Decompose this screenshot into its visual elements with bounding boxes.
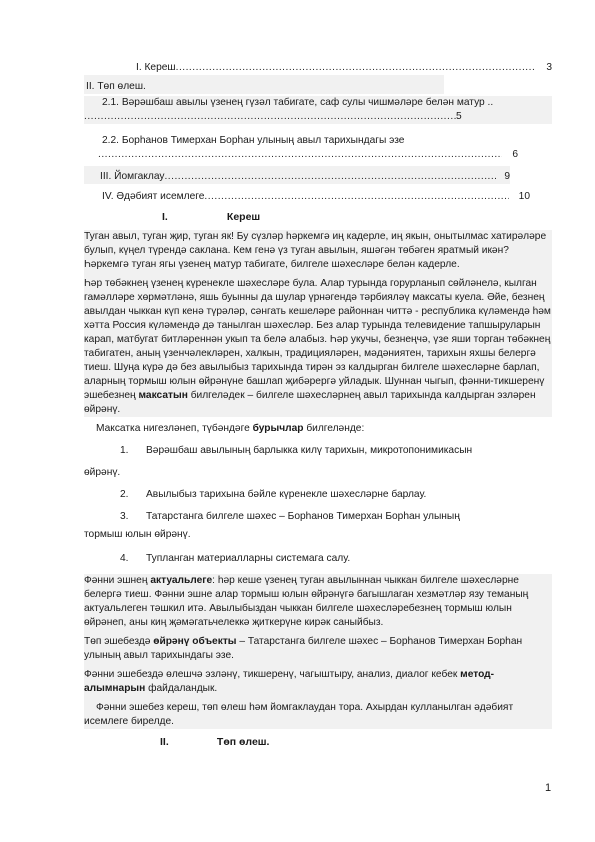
toc-label: III. Йомгаклау [100, 171, 165, 182]
tasks-lead: Максатка нигезләнеп, түбәндәге бурычлар билгеләнде: [96, 423, 365, 434]
toc-item-2-1[interactable] [84, 96, 552, 124]
toc-page: 6 [512, 149, 518, 160]
toc-item-main[interactable] [84, 75, 444, 94]
emphasis-object: өйрәнү объекты [153, 636, 237, 647]
method-paragraph: Фәнни эшебездә өлешчә эзләнү, тикшеренү, чагыштыру, анализ, диалог кебек метод-алымнарын файдаландык. [84, 669, 495, 694]
tasks-list [84, 444, 552, 566]
toc-item-conclusion[interactable] [84, 166, 510, 184]
list-item: 3. Татарстанга билгеле шәхес – Борһанов Тимерхан Борһан улының тормыш юлын өйрәнү. [84, 511, 460, 540]
intro-paragraph-2: Һәр төбәкнең үзенең күренекле шәхесләре була. Алар турында горурланып сөйләнелә, кылган гамәлләре хөрмәтләнә, яшь буынны да шулар үрнәгендә тәрбияләү максаты куела. Әйе, безнең авылдан чыккан күп кенә түрәләр, сәнгать кешеләре районнан читтә - республика күләмендә һәм хәтта Россия күләмендә дә танылган шәхесләр. Без алар турында телевидение тапшыруларын карап, матбугат битләреннән укып та белә алабыз. Һәр укучы, безнеңчә, үзе яши торган төбәкнең табигатен, аның үзенчәлекләрен, халкын, традицияләрен, мәдәниятен, тарихын яхшы белергә тиеш. Шуңа күрә дә без авылыбыз тарихында тирән эз калдырган билгеле шәхесләрне барлап, аларның тормыш юлын өйрәнүне башлап җибәрергә уйладык. Шуннан чыгып, фәнни-тикшеренү эшебезнең максатын билгеләдек – билгеле шәхесләрнең авыл тарихында калдырган эзләрен өйрәнү. [84, 278, 551, 415]
toc-page: 9 [504, 171, 510, 182]
toc-leader [84, 110, 456, 124]
heading-number: II. [160, 736, 169, 748]
relevance-paragraph: Фәнни эшнең актуальлеге: һәр кеше үзенең туган авылыннан чыккан билгеле шәхесләрне белергә тиеш. Фәнни эшне алар тормыш юлын өйрәнүгә багышлаган хезмәтләр язу теманың актуальлеген тәшкил итә. Авылыбыздан чыккан билгеле шәхесләребезнең тормыш юлын өйрәнеп, аны киң җәмәгатьчелеккә җиткерүне кирәк саныйбыз. [84, 575, 529, 628]
toc-leader [164, 170, 496, 184]
table-of-contents [84, 56, 552, 204]
list-item: 2. Авылыбыз тарихына бәйле күренекле шәхесләрне барлау. [120, 489, 427, 500]
section-heading-intro [84, 210, 552, 224]
toc-label: I. Кереш [136, 62, 176, 73]
intro-tail [84, 574, 552, 729]
toc-item-2-2[interactable] [84, 134, 552, 162]
emphasis-relevance: актуальлеге [150, 575, 213, 586]
emphasis-goal: максатын [138, 390, 188, 401]
intro-paragraph-1: Туган авыл, туган җир, туган як! Бу сүзләр һәркемгә иң кадерле, иң якын, онытылмас хатирәләре булып, күңел түрендә саклана. Кем генә үз туган авылын, яшәгән төбәген яратмый икән? Һәркемгә туган ягы үзенең матур табигате, билгеле шәхесләре белән кадерле. [84, 231, 547, 270]
toc-item-references[interactable] [84, 186, 530, 204]
document-page [84, 56, 552, 749]
heading-title: Кереш [226, 211, 261, 223]
toc-page: 3 [546, 62, 552, 73]
toc-leader [98, 148, 502, 162]
toc-item-intro[interactable] [84, 56, 552, 75]
heading-number: I. [162, 211, 168, 223]
toc-label: II. Төп өлеш. [86, 81, 146, 92]
object-paragraph: Төп эшебездә өйрәнү объекты – Татарстанга билгеле шәхес – Борһанов Тимерхан Борһан улының авыл тарихындагы эзе. [84, 636, 523, 661]
page-number: 1 [545, 782, 552, 794]
heading-title: Төп өлеш. [216, 736, 270, 748]
toc-page: 10 [518, 191, 530, 202]
toc-leader [204, 190, 508, 204]
toc-label: 2.1. Вәрәшбаш авылы үзенең гүзәл табигате, саф сулы чишмәләре белән матур .. [102, 97, 494, 108]
toc-leader [176, 61, 537, 75]
toc-label: 2.2. Борһанов Тимерхан Борһан улының авыл тарихындагы эзе [102, 135, 405, 146]
intro-body [84, 230, 552, 417]
list-item: 1. Вәрәшбаш авылының барлыкка килү тарихын, микротопонимикасын өйрәнү. [84, 445, 473, 478]
toc-page: 5 [456, 111, 462, 122]
section-heading-main [84, 735, 552, 749]
toc-label: IV. Әдәбият исемлеге [102, 191, 205, 202]
emphasis-tasks: бурычлар [252, 423, 304, 434]
structure-paragraph: Фәнни эшебез кереш, төп өлеш һәм йомгаклаудан тора. Ахырдан кулланылган әдәбият исемлеге бирелде. [84, 702, 514, 727]
emphasis-method: метод-алымнарын [84, 669, 495, 694]
list-item: 4. Тупланган материалларны системага салу. [120, 553, 351, 564]
